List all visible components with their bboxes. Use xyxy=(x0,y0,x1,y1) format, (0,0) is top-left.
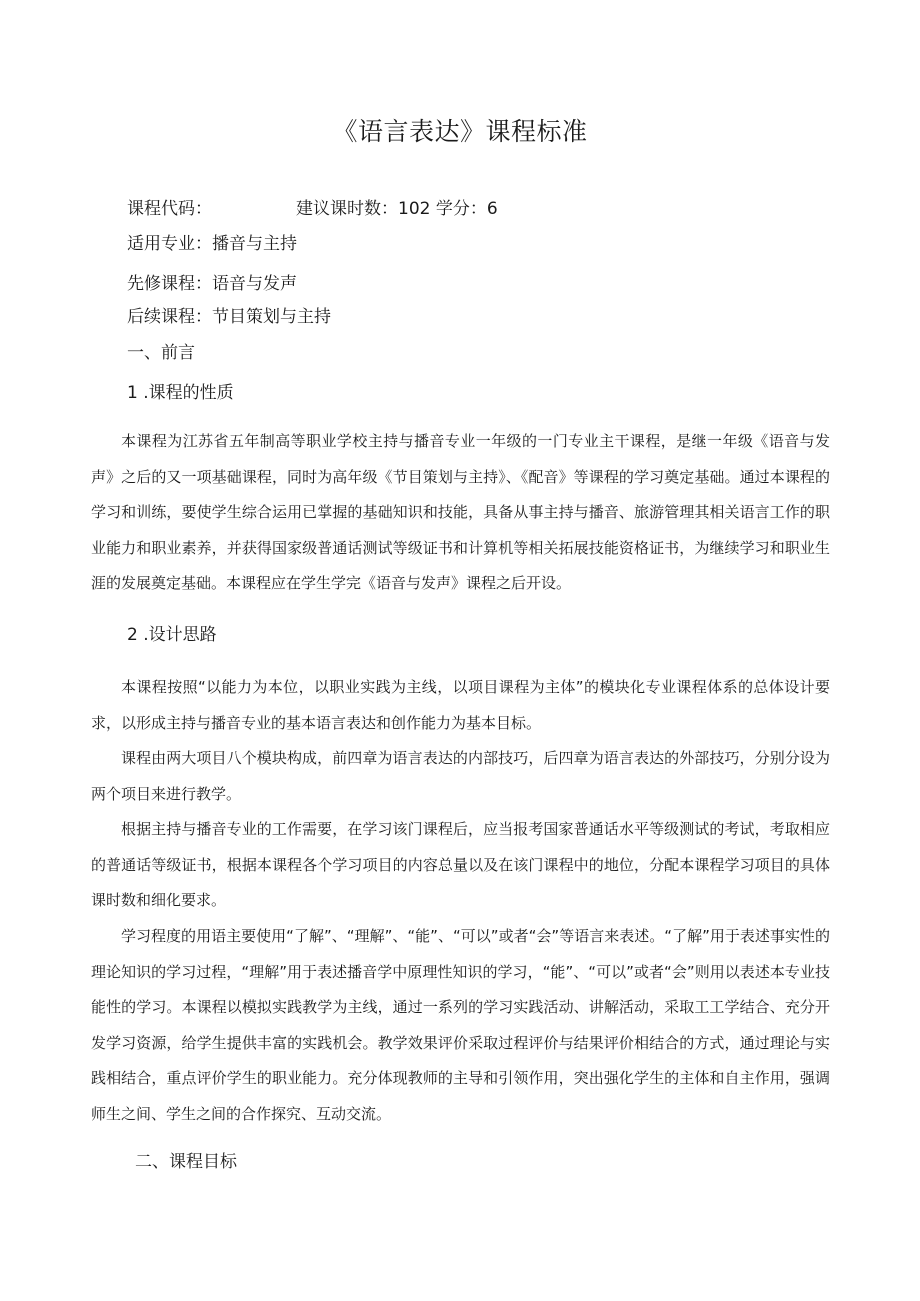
followup-line xyxy=(127,302,331,327)
major-value: 播音与主持 xyxy=(212,234,297,254)
paragraph-design-3: 根据主持与播音专业的工作需要，在学习该门课程后，应当报考国家普通话水平等级测试的考试，考取相应的普通话等级证书，根据本课程各个学习项目的内容总量以及在该门课程中的地位，分配本课程学习项目的具体课时数和细化要求。 xyxy=(91,820,830,909)
course-code-label: 课程代码： xyxy=(127,199,212,219)
major-line xyxy=(127,229,297,254)
course-code-line xyxy=(127,194,498,219)
paragraph-design-1: 本课程按照“以能力为本位，以职业实践为主线，以项目课程为主体”的模块化专业课程体系的总体设计要求，以形成主持与播音专业的基本语言表达和创作能力为基本目标。 xyxy=(91,678,830,732)
major-label: 适用专业： xyxy=(127,234,212,254)
paragraph-nature: 本课程为江苏省五年制高等职业学校主持与播音专业一年级的一门专业主干课程，是继一年级《语音与发声》之后的又一项基础课程，同时为高年级《节目策划与主持》、《配音》等课程的学习奠定基础。通过本课程的学习和训练，要使学生综合运用已掌握的基础知识和技能，具备从事主持与播音、旅游管理其相关语言工作的职业能力和职业素养，并获得国家级普通话测试等级证书和计算机等相关拓展技能资格证书，为继续学习和职业生涯的发展奠定基础。本课程应在学生学完《语音与发声》课程之后开设。 xyxy=(91,432,830,592)
document-title: 《语言表达》课程标准 xyxy=(332,117,588,146)
subheading-nature: 1 .课程的性质 xyxy=(127,383,234,403)
prereq-label: 先修课程： xyxy=(127,274,212,294)
followup-label: 后续课程： xyxy=(127,307,212,327)
followup-value: 节目策划与主持 xyxy=(212,307,331,327)
subheading-design: 2 .设计思路 xyxy=(127,625,217,645)
prereq-line xyxy=(127,269,297,294)
paragraph-design-4: 学习程度的用语主要使用“了解”、“理解”、“能”、“可以”或者“会”等语言来表述。“了解”用于表述事实性的理论知识的学习过程，“理解”用于表述播音学中原理性知识的学习，“能”、“可以”或者“会”则用以表述本专业技能性的学习。本课程以模拟实践教学为主线，通过一系列的学习实践活动、讲解活动，采取工工学结合、充分开发学习资源，给学生提供丰富的实践机会。教学效果评价采取过程评价与结果评价相结合的方式，通过理论与实践相结合，重点评价学生的职业能力。充分体现教师的主导和引领作用，突出强化学生的主体和自主作用，强调师生之间、学生之间的合作探究、互动交流。 xyxy=(91,927,830,1123)
section-heading-objectives: 二、课程目标 xyxy=(135,1152,237,1172)
section-heading-preface: 一、前言 xyxy=(127,343,195,363)
prereq-value: 语音与发声 xyxy=(212,274,297,294)
hours-credits-label: 建议课时数：102 学分：6 xyxy=(296,199,498,219)
paragraph-design-2: 课程由两大项目八个模块构成，前四章为语言表达的内部技巧，后四章为语言表达的外部技巧，分别分设为两个项目来进行教学。 xyxy=(91,749,830,803)
